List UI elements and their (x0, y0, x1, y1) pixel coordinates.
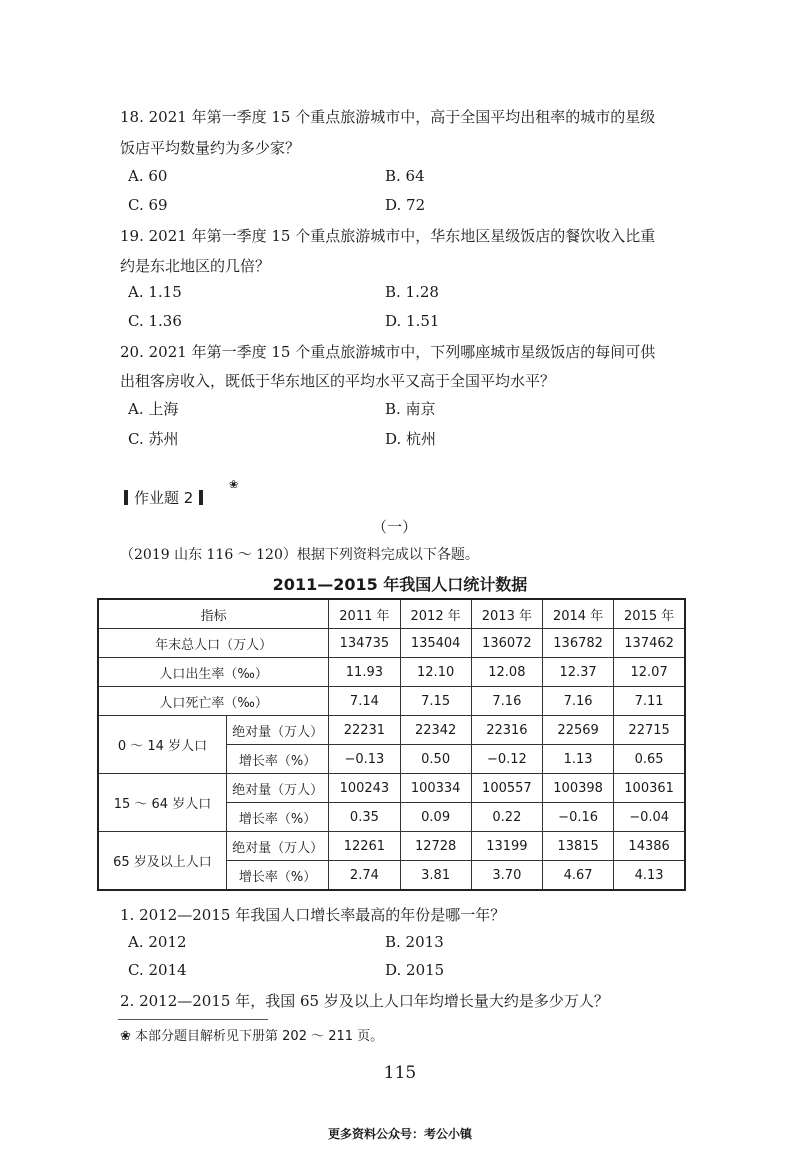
footnote: ❀ 本部分题目解析见下册第 202 ～ 211 页。 (120, 1029, 384, 1044)
table-cell: 136782 (542, 629, 613, 658)
table-cell: 22316 (471, 716, 542, 745)
table-cell: 22342 (400, 716, 471, 745)
group-label: 15 ～ 64 岁人口 (98, 774, 226, 832)
row-label: 年末总人口（万人） (98, 629, 329, 658)
q2-line1: 2. 2012—2015 年，我国 65 岁及以上人口年均增长量大约是多少万人？ (120, 992, 609, 1010)
q20-option-c: C. 苏州 (128, 430, 179, 448)
table-cell: 1.13 (542, 745, 613, 774)
table-cell: 4.67 (542, 861, 613, 891)
table-cell: 100361 (614, 774, 685, 803)
table-cell: 11.93 (329, 658, 400, 687)
table-row (98, 716, 685, 745)
group-label: 65 岁及以上人口 (98, 832, 226, 891)
table-cell: 100557 (471, 774, 542, 803)
sub-label: 绝对量（万人） (226, 832, 328, 861)
bottom-note: 更多资料公众号：考公小镇 (327, 1127, 472, 1141)
table-cell: 100334 (400, 774, 471, 803)
heading-bar-right (199, 490, 203, 505)
table-cell: 13815 (542, 832, 613, 861)
part-label: （一） (372, 518, 418, 536)
table-cell: 12728 (400, 832, 471, 861)
table-cell: 12.10 (400, 658, 471, 687)
table-title: 2011—2015 年我国人口统计数据 (272, 575, 528, 594)
q19-line1: 19. 2021 年第一季度 15 个重点旅游城市中，华东地区星级饭店的餐饮收入比重 (120, 227, 656, 245)
table-cell: 12.08 (471, 658, 542, 687)
q18-option-b: B. 64 (385, 167, 425, 185)
table-row (98, 774, 685, 803)
header-year: 2012 年 (400, 599, 471, 629)
table-header-row (98, 599, 685, 629)
population-table (97, 598, 686, 891)
q18-line2: 饭店平均数量约为多少家？ (120, 139, 301, 157)
table-cell: 0.65 (614, 745, 685, 774)
table-cell: 100398 (542, 774, 613, 803)
flower-icon: ❀ (229, 478, 239, 491)
table-cell: 135404 (400, 629, 471, 658)
table-cell: 0.35 (329, 803, 400, 832)
table-cell: 14386 (614, 832, 685, 861)
table-row (98, 687, 685, 716)
q20-option-b: B. 南京 (385, 400, 436, 418)
table-row (98, 629, 685, 658)
row-label: 人口出生率（‰） (98, 658, 329, 687)
table-cell: 3.81 (400, 861, 471, 891)
homework-title: 作业题 2 (134, 489, 194, 507)
table-cell: 7.15 (400, 687, 471, 716)
intro-text: （2019 山东 116 ～ 120）根据下列资料完成以下各题。 (120, 547, 479, 563)
table-cell: 7.14 (329, 687, 400, 716)
table-cell: −0.04 (614, 803, 685, 832)
q19-line2: 约是东北地区的几倍？ (120, 257, 271, 275)
q19-option-b: B. 1.28 (385, 283, 439, 301)
sub-label: 增长率（%） (226, 745, 328, 774)
header-indicator: 指标 (98, 599, 329, 629)
q19-option-d: D. 1.51 (385, 312, 440, 330)
footnote-divider (118, 1019, 268, 1020)
q20-option-d: D. 杭州 (385, 430, 437, 448)
table-cell: 22569 (542, 716, 613, 745)
table-cell: 13199 (471, 832, 542, 861)
table-cell: 12261 (329, 832, 400, 861)
table-row (98, 832, 685, 861)
table-cell: 12.37 (542, 658, 613, 687)
heading-bar-left (124, 490, 128, 505)
q18-option-d: D. 72 (385, 196, 426, 214)
q1-line1: 1. 2012—2015 年我国人口增长率最高的年份是哪一年？ (120, 906, 506, 924)
table-cell: 0.22 (471, 803, 542, 832)
homework-heading (118, 487, 209, 508)
q1-option-b: B. 2013 (385, 933, 444, 951)
table-cell: 2.74 (329, 861, 400, 891)
table-cell: 22231 (329, 716, 400, 745)
q18-option-a: A. 60 (128, 167, 168, 185)
table-cell: −0.16 (542, 803, 613, 832)
q1-option-a: A. 2012 (128, 933, 187, 951)
table-cell: 22715 (614, 716, 685, 745)
table-cell: 100243 (329, 774, 400, 803)
q18-line1: 18. 2021 年第一季度 15 个重点旅游城市中，高于全国平均出租率的城市的星级 (120, 108, 656, 126)
table-cell: 0.09 (400, 803, 471, 832)
table-cell: 3.70 (471, 861, 542, 891)
group-label: 0 ～ 14 岁人口 (98, 716, 226, 774)
header-year: 2014 年 (542, 599, 613, 629)
header-year: 2013 年 (471, 599, 542, 629)
table-cell: 0.50 (400, 745, 471, 774)
page-number: 115 (383, 1063, 417, 1083)
sub-label: 增长率（%） (226, 803, 328, 832)
sub-label: 增长率（%） (226, 861, 328, 891)
table-cell: 4.13 (614, 861, 685, 891)
table-cell: 12.07 (614, 658, 685, 687)
table-cell: −0.12 (471, 745, 542, 774)
q20-line2: 出租客房收入，既低于华东地区的平均水平又高于全国平均水平？ (120, 372, 556, 390)
table-cell: 7.11 (614, 687, 685, 716)
q19-option-c: C. 1.36 (128, 312, 182, 330)
table-cell: 7.16 (471, 687, 542, 716)
sub-label: 绝对量（万人） (226, 716, 328, 745)
table-cell: −0.13 (329, 745, 400, 774)
q1-option-d: D. 2015 (385, 961, 445, 979)
q20-option-a: A. 上海 (128, 400, 179, 418)
row-label: 人口死亡率（‰） (98, 687, 329, 716)
table-cell: 137462 (614, 629, 685, 658)
header-year: 2011 年 (329, 599, 400, 629)
q20-line1: 20. 2021 年第一季度 15 个重点旅游城市中，下列哪座城市星级饭店的每间可供 (120, 343, 656, 361)
table-cell: 136072 (471, 629, 542, 658)
table-row (98, 658, 685, 687)
table-cell: 7.16 (542, 687, 613, 716)
header-year: 2015 年 (614, 599, 685, 629)
table-cell: 134735 (329, 629, 400, 658)
sub-label: 绝对量（万人） (226, 774, 328, 803)
q19-option-a: A. 1.15 (128, 283, 182, 301)
q1-option-c: C. 2014 (128, 961, 187, 979)
q18-option-c: C. 69 (128, 196, 168, 214)
